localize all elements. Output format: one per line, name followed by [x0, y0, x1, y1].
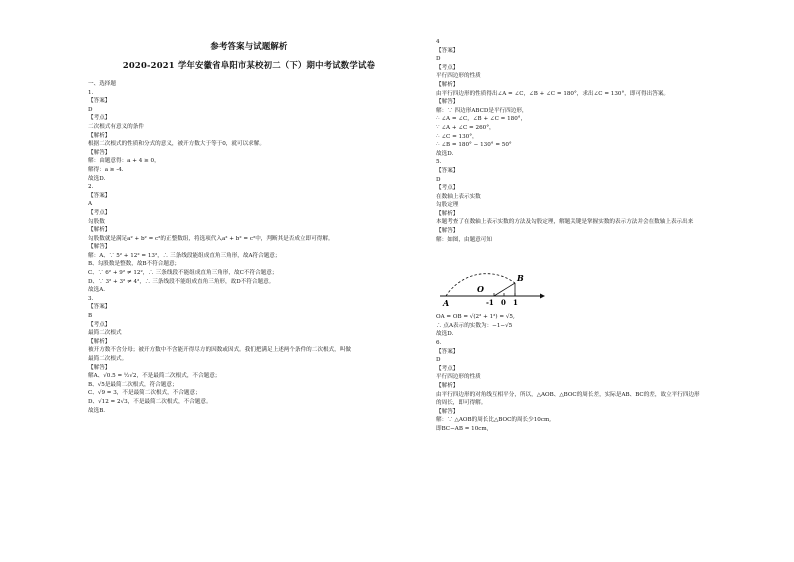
text-line: 【解析】	[436, 81, 459, 88]
text-line: 勾股数就是满足a² + b² = c²的正整数组，将选项代入a² + b² = c²中，判断其是否成立即可得解。	[88, 235, 334, 242]
text-line: 故选D.	[436, 331, 454, 338]
text-line: 由平行四边形的对角线互相平分，所以，△AOB、△BOC的周长差，实际是AB、BC的差，故立平行四边形	[436, 391, 700, 398]
text-line: A	[88, 201, 93, 208]
text-line: 【解析】	[88, 132, 111, 139]
text-line: 【考点】	[88, 321, 111, 328]
text-line: 【解析】	[436, 383, 459, 389]
text-line: 3.	[88, 295, 94, 302]
text-line: 根据二次根式的性质和分式的意义，被开方数大于等于0，就可以求解。	[88, 141, 265, 148]
text-line: 解A、√0.5 = ½√2，不是最简二次根式，不合题意；	[88, 373, 221, 380]
text-line: 【解答】	[436, 228, 459, 235]
text-line: 【解析】	[436, 210, 459, 217]
text-line: 一、选择题	[88, 81, 116, 87]
text-line: 【解答】	[88, 244, 111, 251]
text-line: 【解答】	[88, 364, 111, 371]
label-b: B	[517, 273, 524, 284]
text-line: 勾股数	[88, 218, 105, 225]
text-line: 二次根式有意义的条件	[88, 123, 144, 130]
label-o: O	[477, 284, 484, 295]
text-line: 解：如图，由题意可知	[436, 236, 492, 243]
right-column	[436, 38, 766, 434]
text-line: 6.	[436, 340, 442, 347]
axis-arrow	[540, 294, 545, 299]
text-line: 【答案】	[88, 98, 111, 105]
number-line-diagram	[436, 245, 546, 311]
text-line: ∴ 点A表示的实数为：−1−√5	[436, 322, 513, 329]
text-line: 即BC−AB = 10cm,	[436, 425, 489, 432]
segment-ob	[494, 283, 515, 296]
text-line: ∴ ∠C = 130°，	[436, 133, 478, 140]
text-line: 【考点】	[436, 365, 459, 372]
text-line: 【考点】	[436, 185, 459, 192]
text-line: 2.	[88, 184, 94, 191]
text-line: B、勾股数是整数，故B不符合题意；	[88, 261, 181, 268]
text-line: D	[436, 357, 441, 364]
text-line: 1.	[88, 89, 94, 96]
text-line: D、√12 = 2√3，不是最简二次根式，不合题意。	[88, 398, 212, 405]
text-line: 在数轴上表示实数	[436, 193, 481, 200]
right-text-block-bottom	[436, 313, 766, 433]
text-line: 被开方数不含分母；被开方数中不含能开得尽方的因数或因式。我们把满足上述两个条件的二次根式，叫做	[88, 347, 351, 354]
text-line: 【解答】	[88, 149, 111, 156]
text-line: 本题考查了在数轴上表示实数的方法及勾股定理，解题关键是掌握实数的表示方法并会在数轴上表示出来	[436, 219, 694, 226]
tick-label-1: 1	[513, 298, 518, 308]
text-line: 【解答】	[436, 99, 459, 106]
text-line: 解：∵ △AOB的周长比△BOC的周长少10cm,	[436, 417, 552, 424]
text-line: ∴ ∠A = ∠C，∠B + ∠C = 180°，	[436, 116, 527, 123]
text-line: OA = OB = √(2² + 1²) = √5,	[436, 314, 515, 321]
text-line: D	[88, 106, 93, 113]
text-line: B	[88, 313, 93, 320]
right-text-block-top	[436, 38, 766, 244]
text-line: ∵ ∠A + ∠C = 260°，	[436, 124, 495, 131]
text-line: 故选A.	[88, 287, 106, 294]
text-line: 【答案】	[436, 348, 459, 355]
text-line: 【考点】	[88, 209, 111, 216]
text-line: 故选D.	[88, 175, 106, 182]
text-line: 【答案】	[88, 304, 111, 311]
text-line: 平行四边形的性质	[436, 73, 481, 80]
text-line: 的周长，即可得解。	[436, 400, 487, 407]
text-line: D	[436, 176, 441, 183]
text-line: 4	[436, 39, 440, 45]
text-line: 【答案】	[436, 167, 459, 174]
text-line: 最简二次根式。	[88, 356, 128, 362]
text-line: 故选D.	[436, 150, 454, 157]
document-title: 参考答案与试题解析	[210, 41, 288, 51]
text-line: B、√5是最简二次根式，符合题意；	[88, 381, 178, 388]
text-line: 【答案】	[436, 47, 459, 54]
text-line: 【解答】	[436, 408, 459, 415]
text-line: D、∵ 3² + 3² ≠ 4²，∴ 三条线段不能组成直角三角形，故D不符合题意。	[88, 278, 275, 285]
text-line: 故选B.	[88, 407, 106, 414]
left-column	[88, 40, 410, 415]
text-line: 解：A、∵ 5² + 12² = 13²，∴ 三条线段能组成直角三角形，故A符合题意；	[88, 252, 281, 259]
tick-label-neg1: -1	[486, 298, 494, 308]
tick-label-0: 0	[501, 298, 506, 308]
text-line: C、∵ 6² + 9² ≠ 12²，∴ 三条线段不能组成直角三角形，故C不符合题意；	[88, 270, 278, 277]
left-text-block	[88, 80, 410, 415]
text-line: 由平行四边形的性质得出∠A = ∠C，∠B + ∠C = 180°，求出∠C = 130°，即可得出答案。	[436, 90, 670, 97]
text-line: 勾股定理	[436, 202, 459, 209]
text-line: 解得：a ≥ -4.	[88, 166, 124, 173]
text-line: C、√9 = 3，不是最简二次根式，不合题意；	[88, 390, 201, 397]
text-line: ∴ ∠B = 180° − 130° = 50°	[436, 142, 512, 149]
text-line: 【解析】	[88, 227, 111, 234]
text-line: 最简二次根式	[88, 330, 122, 337]
number-line-figure	[436, 245, 536, 311]
label-a: A	[443, 298, 450, 309]
document-subtitle: 2020-2021 学年安徽省阜阳市某校初二（下）期中考试数学试卷	[122, 60, 376, 70]
text-line: 解：∵ 四边形ABCD是平行四边形，	[436, 107, 528, 114]
text-line: 【考点】	[88, 115, 111, 122]
text-line: 5.	[436, 159, 442, 166]
text-line: 平行四边形的性质	[436, 374, 481, 381]
text-line: D	[436, 56, 441, 63]
text-line: 【解析】	[88, 338, 111, 345]
text-line: 【考点】	[436, 64, 459, 71]
text-line: 解：由题意得：a + 4 ≥ 0，	[88, 158, 160, 165]
text-line: 【答案】	[88, 192, 111, 199]
